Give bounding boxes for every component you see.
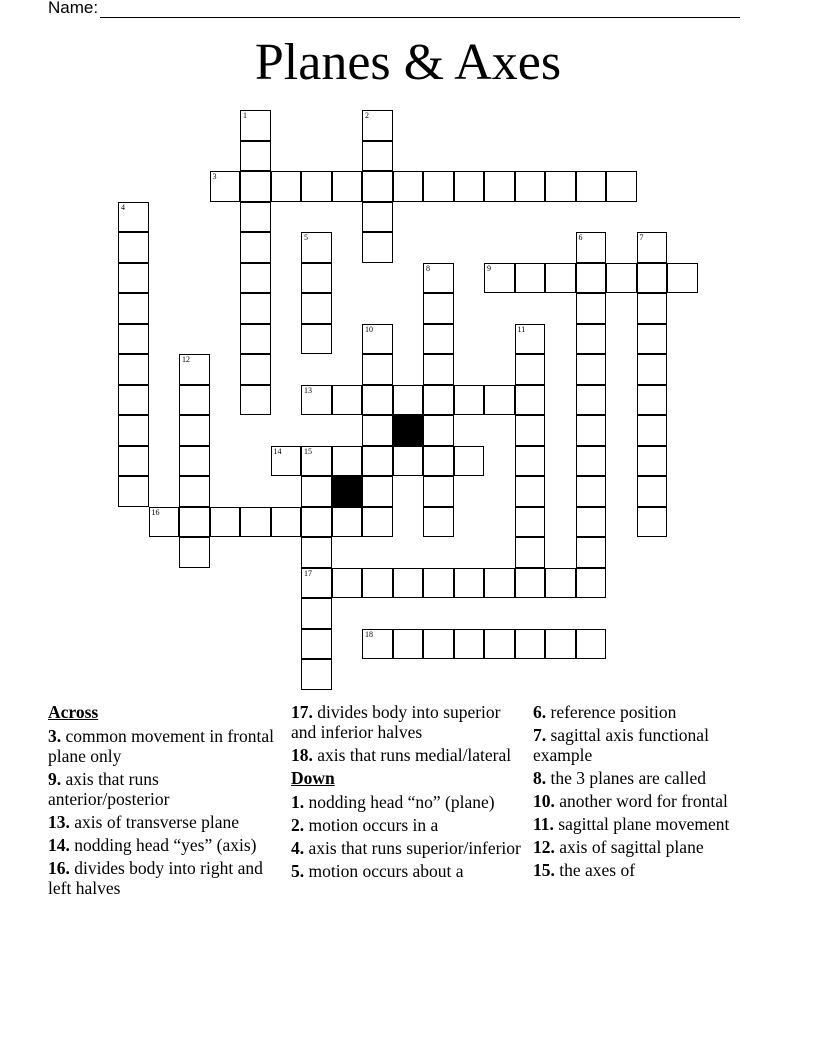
grid-cell[interactable] [118, 476, 149, 507]
down-clue [291, 792, 527, 812]
clue-num: 1. [291, 792, 305, 812]
clue-text: axis that runs anterior/posterior [48, 769, 170, 809]
grid-cell[interactable] [271, 446, 302, 477]
clue-text: nodding head “no” (plane) [308, 792, 495, 812]
down-clue [533, 860, 769, 880]
clue-num: 17. [291, 702, 313, 722]
grid-cell[interactable] [301, 507, 332, 538]
grid-cell[interactable] [362, 354, 393, 385]
clue-column-3 [533, 702, 769, 883]
grid-cell[interactable] [240, 232, 271, 263]
grid-cell[interactable] [118, 324, 149, 355]
grid-cell[interactable] [423, 171, 454, 202]
clue-text: motion occurs in a [308, 815, 439, 835]
grid-cell[interactable] [362, 202, 393, 233]
grid-cell[interactable] [484, 629, 515, 660]
grid-cell[interactable] [576, 171, 607, 202]
grid-cell[interactable] [240, 507, 271, 538]
grid-cell[interactable] [393, 568, 424, 599]
clue-number: 5 [304, 233, 308, 242]
clue-number: 1 [243, 111, 247, 120]
clue-text: sagittal axis functional example [533, 725, 709, 765]
grid-cell[interactable] [301, 263, 332, 294]
grid-cell[interactable] [240, 141, 271, 172]
grid-cell[interactable] [576, 385, 607, 416]
down-clue [533, 702, 769, 722]
grid-cell[interactable] [515, 171, 546, 202]
grid-cell[interactable] [576, 507, 607, 538]
down-clue [533, 814, 769, 834]
clue-text: the axes of [559, 860, 636, 880]
clue-text: motion occurs about a [308, 861, 464, 881]
grid-cell[interactable] [423, 293, 454, 324]
grid-cell[interactable] [301, 537, 332, 568]
grid-cell[interactable] [362, 171, 393, 202]
grid-cell[interactable] [362, 385, 393, 416]
grid-cell[interactable] [210, 171, 241, 202]
grid-cell[interactable] [301, 598, 332, 629]
clue-number: 7 [639, 233, 644, 242]
grid-cell[interactable] [423, 415, 454, 446]
grid-cell[interactable] [576, 232, 607, 263]
down-clue [291, 861, 527, 881]
across-clue [48, 858, 284, 898]
down-clue [291, 838, 527, 858]
grid-cell[interactable] [362, 507, 393, 538]
grid-cell[interactable] [576, 568, 607, 599]
black-square [393, 415, 424, 446]
clue-number: 3 [212, 172, 217, 181]
down-clue [533, 837, 769, 857]
clue-number: 4 [121, 202, 125, 212]
clue-text: the 3 planes are called [550, 768, 706, 788]
clue-number: 16 [151, 507, 160, 517]
grid-cell[interactable] [301, 324, 332, 355]
grid-cell[interactable] [515, 385, 546, 416]
grid-cell[interactable] [515, 415, 546, 446]
grid-cell[interactable] [179, 476, 210, 507]
clue-text: common movement in frontal plane only [48, 726, 274, 766]
grid-cell[interactable] [362, 629, 393, 660]
grid-cell[interactable] [484, 568, 515, 599]
clue-num: 10. [533, 791, 555, 811]
clue-number: 17 [304, 568, 312, 578]
grid-cell[interactable] [393, 629, 424, 660]
grid-cell[interactable] [637, 232, 668, 263]
grid-cell[interactable] [423, 446, 454, 477]
clue-number: 18 [365, 629, 373, 639]
grid-cell[interactable] [515, 446, 546, 477]
grid-cell[interactable] [515, 507, 546, 538]
grid-cell[interactable] [637, 446, 668, 477]
grid-cell[interactable] [118, 415, 149, 446]
grid-cell[interactable] [301, 232, 332, 263]
grid-cell[interactable] [179, 385, 210, 416]
grid-cell[interactable] [118, 293, 149, 324]
page-title: Planes & Axes [254, 34, 562, 91]
grid-cell[interactable] [240, 263, 271, 294]
grid-cell[interactable] [423, 476, 454, 507]
down-clue [533, 791, 769, 811]
clue-text: axis of transverse plane [74, 812, 239, 832]
across-heading: Across [48, 702, 99, 722]
grid-cell[interactable] [637, 476, 668, 507]
clue-num: 13. [48, 812, 70, 832]
grid-cell[interactable] [240, 202, 271, 233]
clue-number: 9 [487, 263, 491, 273]
grid-cell[interactable] [423, 629, 454, 660]
grid-cell[interactable] [118, 232, 149, 263]
clue-column-1 [48, 702, 284, 901]
clue-num: 8. [533, 768, 547, 788]
grid-cell[interactable] [362, 476, 393, 507]
grid-cell[interactable] [454, 629, 485, 660]
grid-cell[interactable] [515, 476, 546, 507]
grid-cell[interactable] [515, 263, 546, 294]
clue-num: 5. [291, 861, 305, 881]
grid-cell[interactable] [301, 568, 332, 599]
down-clue [533, 768, 769, 788]
down-clue [291, 815, 527, 835]
grid-cell[interactable] [362, 110, 393, 141]
clue-text: divides body into superior and inferior halves [291, 702, 501, 742]
grid-cell[interactable] [484, 385, 515, 416]
grid-cell[interactable] [301, 171, 332, 202]
grid-cell[interactable] [423, 385, 454, 416]
grid-cell[interactable] [118, 385, 149, 416]
grid-cell[interactable] [667, 263, 698, 294]
clue-number: 13 [304, 385, 312, 395]
grid-cell[interactable] [576, 446, 607, 477]
clue-number: 12 [182, 355, 190, 364]
grid-cell[interactable] [515, 537, 546, 568]
grid-cell[interactable] [362, 324, 393, 355]
clue-number: 8 [426, 263, 430, 273]
grid-cell[interactable] [423, 263, 454, 294]
grid-cell[interactable] [301, 385, 332, 416]
grid-cell[interactable] [393, 446, 424, 477]
clue-num: 2. [291, 815, 305, 835]
clue-num: 6. [533, 702, 547, 722]
grid-cell[interactable] [362, 568, 393, 599]
clue-num: 4. [291, 838, 305, 858]
grid-cell[interactable] [271, 507, 302, 538]
grid-cell[interactable] [515, 568, 546, 599]
grid-cell[interactable] [362, 141, 393, 172]
grid-cell[interactable] [362, 415, 393, 446]
clue-text: divides body into right and left halves [48, 858, 263, 898]
clue-number: 2 [365, 111, 369, 120]
grid-cell[interactable] [606, 263, 637, 294]
grid-cell[interactable] [454, 171, 485, 202]
down-heading: Down [291, 768, 335, 788]
clue-number: 11 [517, 324, 526, 334]
grid-cell[interactable] [454, 385, 485, 416]
grid-cell[interactable] [271, 171, 302, 202]
clue-num: 18. [291, 745, 313, 765]
grid-cell[interactable] [118, 446, 149, 477]
grid-cell[interactable] [179, 537, 210, 568]
grid-cell[interactable] [240, 324, 271, 355]
grid-cell[interactable] [362, 232, 393, 263]
clue-text: axis of sagittal plane [559, 837, 704, 857]
grid-cell[interactable] [637, 324, 668, 355]
grid-cell[interactable] [118, 202, 149, 233]
grid-cell[interactable] [179, 354, 210, 385]
clue-num: 9. [48, 769, 62, 789]
grid-cell[interactable] [179, 415, 210, 446]
clue-number: 15 [304, 446, 312, 456]
grid-cell[interactable] [240, 293, 271, 324]
grid-cell[interactable] [118, 354, 149, 385]
clue-num: 14. [48, 835, 70, 855]
grid-cell[interactable] [149, 507, 180, 538]
grid-cell[interactable] [423, 324, 454, 355]
grid-cell[interactable] [179, 507, 210, 538]
grid-cell[interactable] [240, 354, 271, 385]
grid-cell[interactable] [576, 263, 607, 294]
clue-number: 6 [578, 233, 583, 242]
grid-cell[interactable] [454, 446, 485, 477]
clue-num: 16. [48, 858, 70, 878]
across-clue [48, 835, 284, 855]
grid-cell[interactable] [210, 507, 241, 538]
grid-cell[interactable] [576, 629, 607, 660]
clue-text: axis that runs medial/lateral [317, 745, 512, 765]
across-clue [48, 769, 284, 809]
grid-cell[interactable] [301, 659, 332, 690]
grid-cell[interactable] [515, 354, 546, 385]
grid-cell[interactable] [362, 446, 393, 477]
clue-column-2 [291, 702, 527, 884]
clue-text: nodding head “yes” (axis) [74, 835, 257, 855]
grid-cell[interactable] [576, 324, 607, 355]
grid-cell[interactable] [576, 537, 607, 568]
black-square [332, 476, 363, 507]
across-clue [48, 726, 284, 766]
grid-cell[interactable] [454, 568, 485, 599]
grid-cell[interactable] [332, 568, 363, 599]
grid-cell[interactable] [332, 385, 363, 416]
grid-cell[interactable] [515, 629, 546, 660]
grid-cell[interactable] [179, 446, 210, 477]
grid-cell[interactable] [606, 171, 637, 202]
across-clue [291, 702, 527, 742]
grid-cell[interactable] [576, 476, 607, 507]
grid-cell[interactable] [576, 293, 607, 324]
grid-cell[interactable] [545, 629, 576, 660]
grid-cell[interactable] [637, 354, 668, 385]
grid-cell[interactable] [118, 263, 149, 294]
grid-cell[interactable] [301, 476, 332, 507]
grid-cell[interactable] [545, 568, 576, 599]
grid-cell[interactable] [240, 171, 271, 202]
grid-cell[interactable] [637, 415, 668, 446]
grid-cell[interactable] [576, 354, 607, 385]
grid-cell[interactable] [515, 324, 546, 355]
grid-cell[interactable] [484, 171, 515, 202]
clue-num: 3. [48, 726, 62, 746]
grid-cell[interactable] [637, 263, 668, 294]
down-clue [533, 725, 769, 765]
clue-num: 12. [533, 837, 555, 857]
grid-cell[interactable] [637, 507, 668, 538]
grid-cell[interactable] [545, 263, 576, 294]
clue-text: axis that runs superior/inferior [308, 838, 521, 858]
grid-cell[interactable] [423, 354, 454, 385]
name-label: Name: [48, 0, 99, 17]
across-clue [48, 812, 284, 832]
grid-cell[interactable] [576, 415, 607, 446]
clue-number: 14 [273, 446, 282, 456]
grid-cell[interactable] [545, 171, 576, 202]
grid-cell[interactable] [423, 568, 454, 599]
grid-cell[interactable] [240, 385, 271, 416]
grid-cell[interactable] [637, 385, 668, 416]
across-clue [291, 745, 527, 765]
grid-cell[interactable] [637, 293, 668, 324]
grid-cell[interactable] [332, 446, 363, 477]
grid-cell[interactable] [240, 110, 271, 141]
clue-num: 15. [533, 860, 555, 880]
grid-cell[interactable] [332, 507, 363, 538]
grid-cell[interactable] [423, 507, 454, 538]
clue-number: 10 [365, 324, 373, 334]
clue-text: another word for frontal [559, 791, 728, 811]
clue-num: 7. [533, 725, 547, 745]
grid-cell[interactable] [393, 171, 424, 202]
grid-cell[interactable] [301, 629, 332, 660]
grid-cell[interactable] [393, 385, 424, 416]
grid-cell[interactable] [332, 171, 363, 202]
clue-num: 11. [533, 814, 554, 834]
grid-cell[interactable] [484, 263, 515, 294]
grid-cell[interactable] [301, 446, 332, 477]
grid-cell[interactable] [301, 293, 332, 324]
clue-text: reference position [550, 702, 677, 722]
clue-text: sagittal plane movement [558, 814, 730, 834]
